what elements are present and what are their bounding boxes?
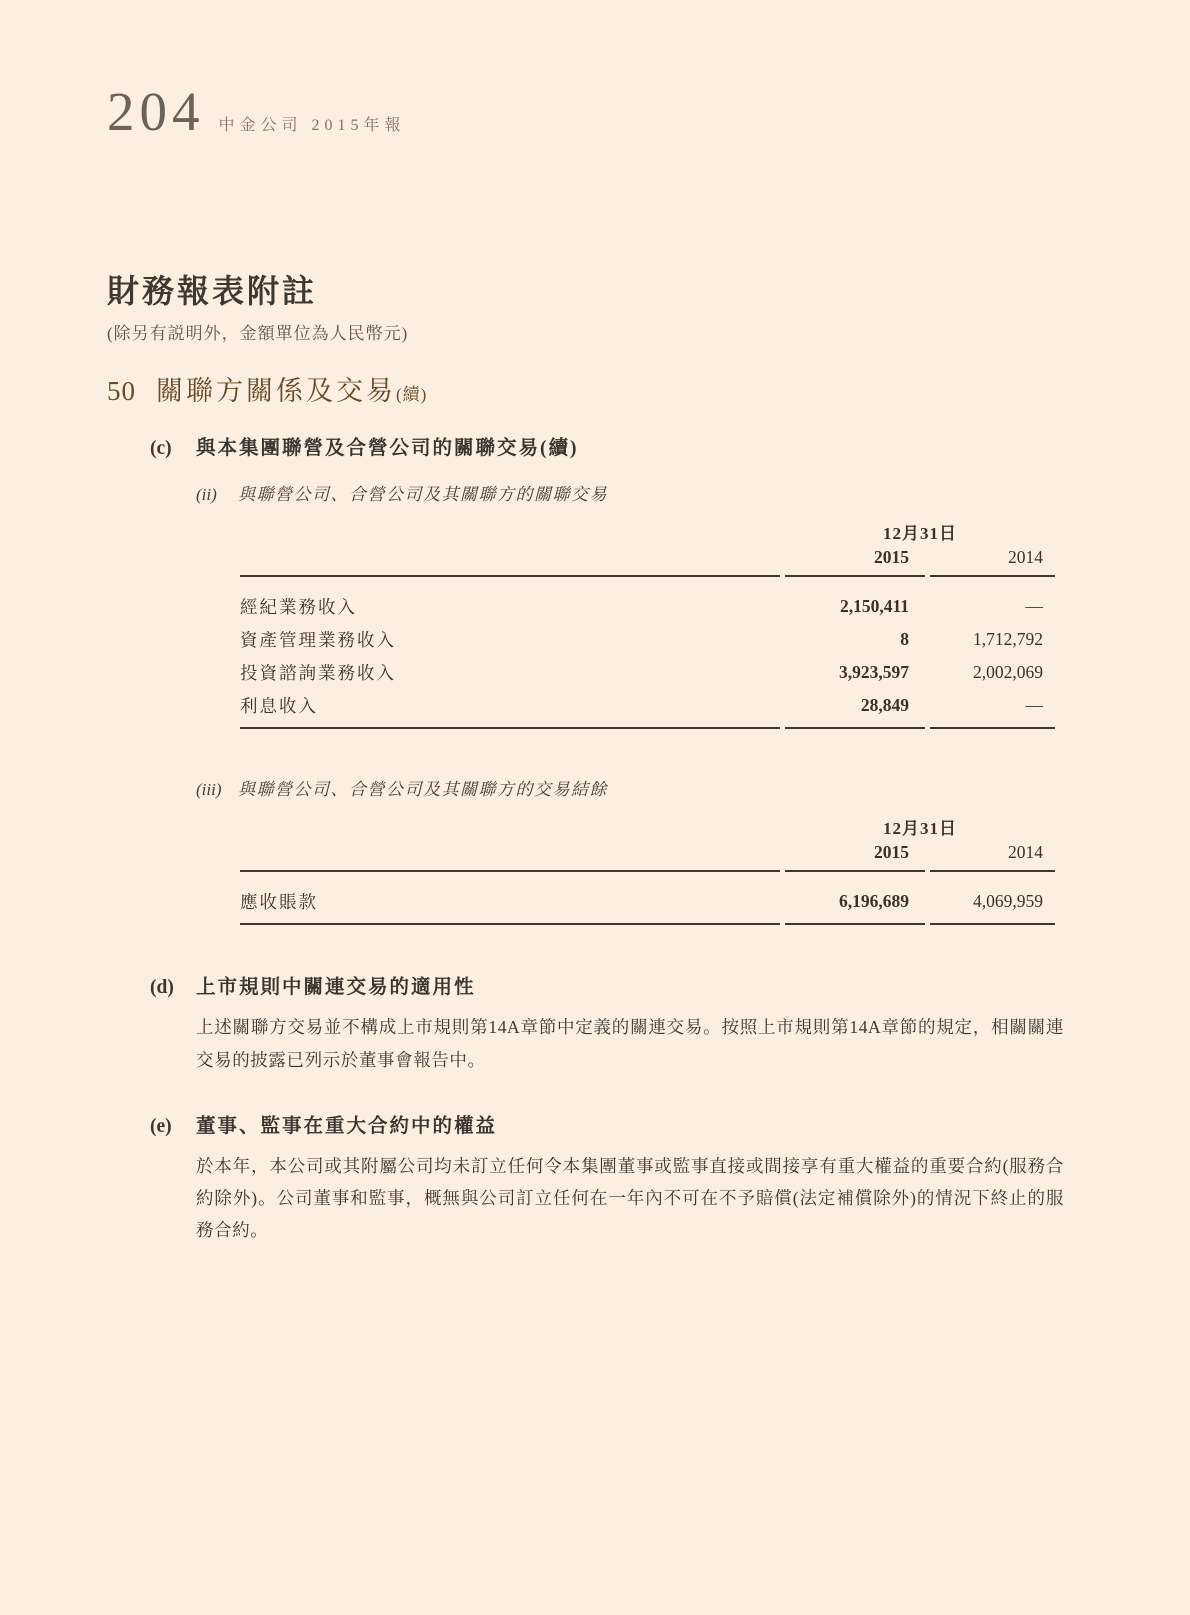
table-row [240, 623, 1055, 656]
subsection-d-title: 上市規則中關連交易的適用性 [196, 977, 476, 999]
page-title: 財務報表附註 [107, 273, 318, 309]
section-title: 關聯方關係及交易 [156, 376, 396, 407]
subsection-d-heading [150, 971, 1062, 999]
value-2014: 2,002,069 [973, 662, 1043, 683]
page-number: 204 [107, 81, 205, 142]
subsection-c-label: (c) [150, 438, 172, 460]
value-2015: 28,849 [785, 689, 925, 729]
subsection-iii-label: (iii) [196, 780, 222, 800]
row-label: 應收賬款 [240, 872, 780, 925]
subsection-d-label: (d) [150, 977, 174, 999]
value-2015: 8 [900, 629, 909, 650]
subsection-ii-label: (ii) [196, 485, 217, 505]
table2-year-row [240, 842, 1055, 872]
table2-col-2014: 2014 [930, 842, 1055, 872]
subsection-c-heading [150, 432, 1062, 460]
related-transactions-table [235, 519, 1060, 729]
table-row [240, 689, 1055, 729]
table2-col-2015: 2015 [785, 842, 925, 872]
value-2015: 6,196,689 [785, 872, 925, 925]
subsection-iii-heading [196, 775, 1062, 800]
content-column [107, 0, 1062, 1246]
table1-date-header: 12月31日 [883, 524, 957, 544]
table-row [240, 872, 1055, 925]
value-2014: 1,712,792 [973, 629, 1043, 650]
table1-col-2014: 2014 [930, 547, 1055, 577]
table2-date-header: 12月31日 [883, 819, 957, 839]
table2-date-row [240, 814, 1055, 842]
subsection-ii-heading [196, 480, 1062, 505]
row-label: 投資諮詢業務收入 [240, 663, 396, 684]
related-balances-table [235, 814, 1060, 925]
subsection-ii-title: 與聯營公司、合營公司及其關聯方的關聯交易 [238, 485, 608, 505]
row-label: 利息收入 [240, 689, 780, 729]
row-label: 資產管理業務收入 [240, 630, 396, 651]
subsection-c-title: 與本集團聯營及合營公司的關聯交易(續) [196, 438, 579, 460]
page-subtitle: (除另有説明外，金額單位為人民幣元) [107, 324, 409, 344]
section-number: 50 [107, 376, 136, 407]
value-2014: — [1025, 596, 1043, 617]
subsection-iii-title: 與聯營公司、合營公司及其關聯方的交易結餘 [238, 780, 608, 800]
value-2014: 4,069,959 [930, 872, 1055, 925]
value-2014: — [930, 689, 1055, 729]
table1-date-row [240, 519, 1055, 547]
report-caption: 中金公司 2015年報 [218, 117, 406, 134]
section-continued-tag: (續) [396, 385, 428, 405]
section-50-heading [107, 369, 1062, 408]
table-row [240, 656, 1055, 689]
row-label: 經紀業務收入 [240, 597, 357, 618]
value-2015: 3,923,597 [839, 662, 909, 683]
subsection-e-heading [150, 1110, 1062, 1138]
value-2015: 2,150,411 [839, 596, 909, 617]
subsection-d-paragraph: 上述關聯方交易並不構成上市規則第14A章節中定義的關連交易。按照上市規則第14A章節的規定，相關關連交易的披露已列示於董事會報告中。 [196, 1017, 1064, 1070]
table1-col-2015: 2015 [785, 547, 925, 577]
subsection-e-paragraph: 於本年，本公司或其附屬公司均未訂立任何令本集團董事或監事直接或間接享有重大權益的重要合約(服務合約除外)。公司董事和監事，概無與公司訂立任何在一年內不可在不予賠償(法定補償除外)的情況下終止的服務合約。 [196, 1155, 1064, 1241]
table-row [240, 577, 1055, 623]
table1-year-row [240, 547, 1055, 577]
subsection-e-title: 董事、監事在重大合約中的權益 [196, 1115, 498, 1137]
subsection-e-label: (e) [150, 1115, 172, 1137]
